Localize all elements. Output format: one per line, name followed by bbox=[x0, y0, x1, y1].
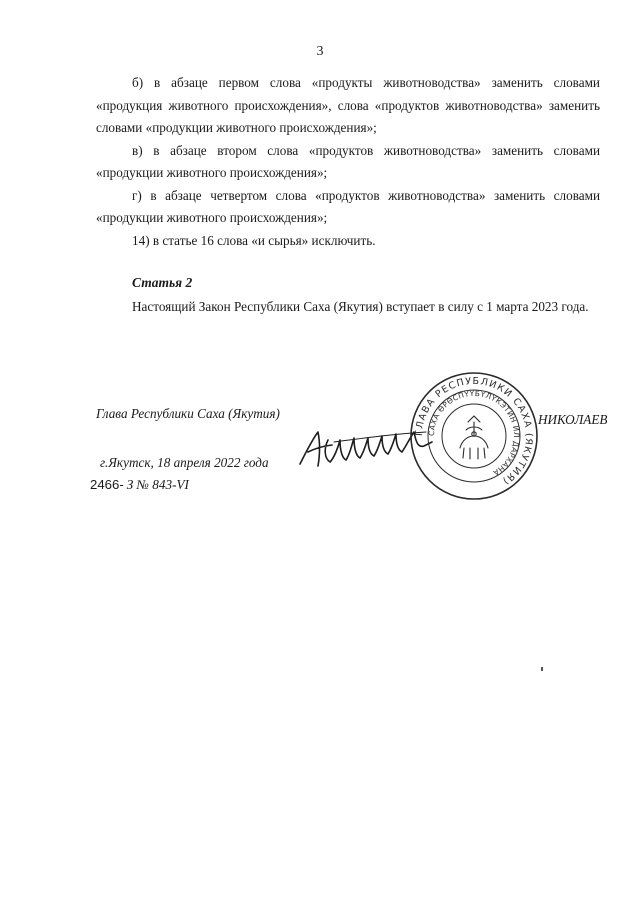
scan-speck bbox=[541, 667, 543, 671]
registration-prefix: 2466- bbox=[90, 477, 124, 492]
seal-inner-text: САХА ӨРӨСПҮҮБҮЛҮКЭТИН ИЛ ДАРХАНА bbox=[426, 388, 522, 478]
article-heading: Статья 2 bbox=[132, 275, 193, 290]
official-seal bbox=[408, 370, 540, 502]
paragraph-g: г) в абзаце четвертом слова «продуктов животноводства» заменить словами «продукции животного происхождения»; bbox=[96, 187, 600, 225]
seal-outer-text: ГЛАВА РЕСПУБЛИКИ САХА (ЯКУТИЯ) bbox=[413, 375, 535, 487]
registration-suffix: З № 843-VI bbox=[126, 477, 189, 492]
amendment-text bbox=[96, 72, 600, 252]
signer-name: НИКОЛАЕВ bbox=[538, 412, 608, 427]
paragraph-v: в) в абзаце втором слова «продуктов животноводства» заменить словами «продукции животного происхождения»; bbox=[96, 142, 600, 180]
paragraph-14: 14) в статье 16 слова «и сырья» исключить. bbox=[132, 232, 376, 248]
signer-title: Глава Республики Саха (Якутия) bbox=[96, 406, 280, 421]
registration-number bbox=[90, 477, 189, 493]
article-text: Настоящий Закон Республики Саха (Якутия) вступает в силу с 1 марта 2023 года. bbox=[132, 299, 589, 314]
place-date: г.Якутск, 18 апреля 2022 года bbox=[100, 455, 269, 470]
page-number: 3 bbox=[316, 44, 324, 59]
paragraph-b: б) в абзаце первом слова «продукты животноводства» заменить словами «продукция животного происхождения», слова «продуктов животноводства» заменить словами «продукции животного происхождения»; bbox=[96, 75, 600, 135]
seal-emblem-icon bbox=[460, 416, 488, 459]
